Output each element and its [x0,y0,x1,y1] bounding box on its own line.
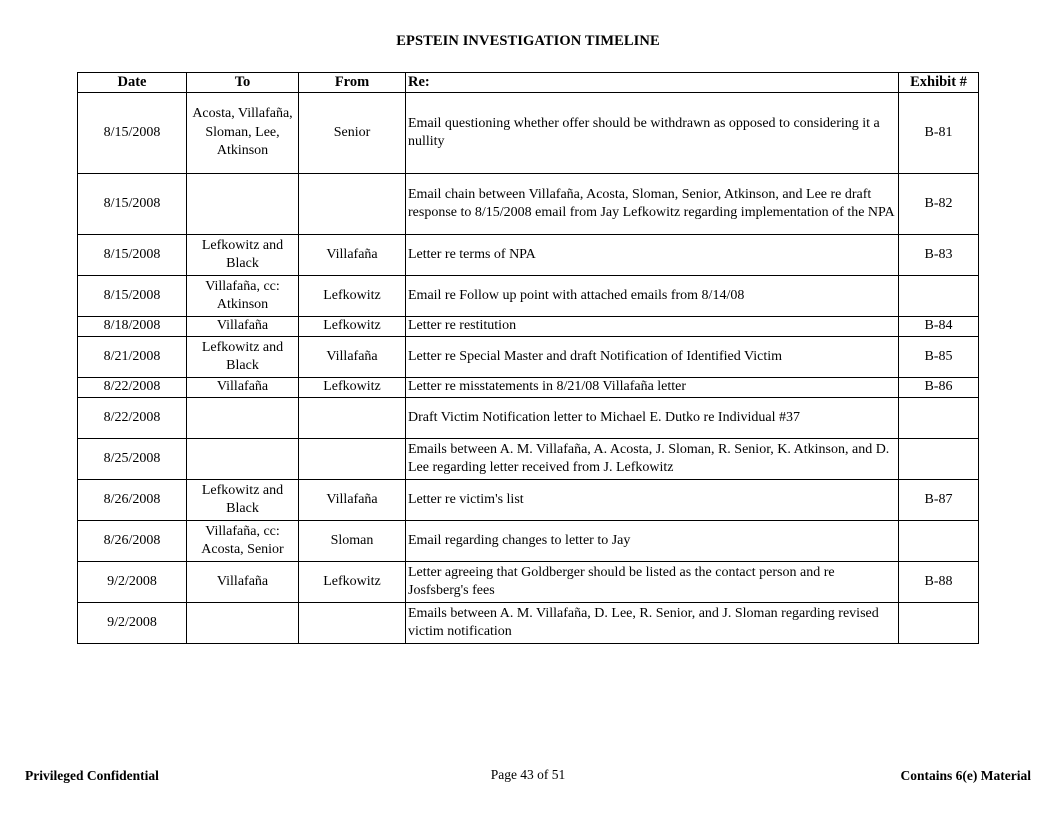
cell-to: Acosta, Villafaña, Sloman, Lee, Atkinson [187,93,299,174]
cell-from: Senior [299,93,406,174]
column-header-from: From [299,73,406,93]
footer-page-number: Page 43 of 51 [490,767,566,782]
cell-re: Letter re restitution [406,317,899,337]
cell-exhibit: B-82 [899,174,979,235]
cell-re: Letter agreeing that Goldberger should be listed as the contact person and re Josfsberg's fees [406,562,899,603]
cell-date: 8/22/2008 [78,398,187,439]
cell-date: 8/18/2008 [78,317,187,337]
cell-from: Sloman [299,521,406,562]
table-row [78,174,979,235]
cell-re: Letter re terms of NPA [406,235,899,276]
cell-exhibit: B-81 [899,93,979,174]
cell-re: Email regarding changes to letter to Jay [406,521,899,562]
cell-exhibit: B-87 [899,480,979,521]
timeline-table [77,72,979,644]
cell-re: Email questioning whether offer should be withdrawn as opposed to considering it a nullity [406,93,899,174]
cell-to: Villafaña, cc: Atkinson [187,276,299,317]
cell-to: Villafaña, cc: Acosta, Senior [187,521,299,562]
cell-re: Emails between A. M. Villafaña, D. Lee, R. Senior, and J. Sloman regarding revised victim notification [406,603,899,644]
cell-date: 8/15/2008 [78,174,187,235]
table-row [78,276,979,317]
cell-from [299,398,406,439]
table-row [78,521,979,562]
cell-from [299,174,406,235]
cell-to [187,398,299,439]
cell-exhibit [899,276,979,317]
cell-re: Letter re Special Master and draft Notification of Identified Victim [406,337,899,378]
cell-from: Villafaña [299,480,406,521]
cell-re: Letter re misstatements in 8/21/08 Villafaña letter [406,378,899,398]
cell-to: Lefkowitz and Black [187,337,299,378]
cell-date: 9/2/2008 [78,603,187,644]
cell-re: Emails between A. M. Villafaña, A. Acosta, J. Sloman, R. Senior, K. Atkinson, and D. Lee regarding letter received from J. Lefkowitz [406,439,899,480]
footer-privileged-label: Privileged Confidential [25,768,159,783]
cell-to: Villafaña [187,562,299,603]
table-row [78,439,979,480]
cell-date: 8/15/2008 [78,93,187,174]
cell-to: Lefkowitz and Black [187,480,299,521]
cell-exhibit [899,398,979,439]
cell-date: 8/22/2008 [78,378,187,398]
cell-to [187,174,299,235]
table-row [78,378,979,398]
cell-exhibit: B-85 [899,337,979,378]
cell-to [187,439,299,480]
cell-from: Villafaña [299,235,406,276]
cell-exhibit: B-88 [899,562,979,603]
cell-date: 8/25/2008 [78,439,187,480]
cell-exhibit: B-84 [899,317,979,337]
column-header-to: To [187,73,299,93]
cell-to [187,603,299,644]
cell-date: 8/26/2008 [78,480,187,521]
cell-from: Lefkowitz [299,562,406,603]
cell-exhibit: B-83 [899,235,979,276]
table-row [78,93,979,174]
cell-from: Lefkowitz [299,276,406,317]
cell-exhibit [899,439,979,480]
page-title: EPSTEIN INVESTIGATION TIMELINE [396,33,660,49]
cell-to: Villafaña [187,378,299,398]
cell-exhibit [899,521,979,562]
cell-from [299,439,406,480]
column-header-exhibit: Exhibit # [899,73,979,93]
cell-date: 9/2/2008 [78,562,187,603]
cell-exhibit [899,603,979,644]
cell-from: Villafaña [299,337,406,378]
cell-to: Lefkowitz and Black [187,235,299,276]
table-header-row [78,73,979,93]
cell-date: 8/21/2008 [78,337,187,378]
cell-from: Lefkowitz [299,317,406,337]
column-header-date: Date [78,73,187,93]
cell-exhibit: B-86 [899,378,979,398]
table-row [78,235,979,276]
cell-date: 8/15/2008 [78,235,187,276]
cell-date: 8/15/2008 [78,276,187,317]
table-row [78,337,979,378]
table-row [78,398,979,439]
table-row [78,603,979,644]
cell-from: Lefkowitz [299,378,406,398]
table-row [78,480,979,521]
footer-6e-label: Contains 6(e) Material [900,768,1031,783]
cell-from [299,603,406,644]
table-row [78,562,979,603]
cell-re: Email chain between Villafaña, Acosta, Sloman, Senior, Atkinson, and Lee re draft response to 8/15/2008 email from Jay Lefkowitz regarding implementation of the NPA [406,174,899,235]
cell-to: Villafaña [187,317,299,337]
cell-date: 8/26/2008 [78,521,187,562]
cell-re: Letter re victim's list [406,480,899,521]
cell-re: Draft Victim Notification letter to Michael E. Dutko re Individual #37 [406,398,899,439]
column-header-re: Re: [406,73,899,93]
table-row [78,317,979,337]
cell-re: Email re Follow up point with attached emails from 8/14/08 [406,276,899,317]
